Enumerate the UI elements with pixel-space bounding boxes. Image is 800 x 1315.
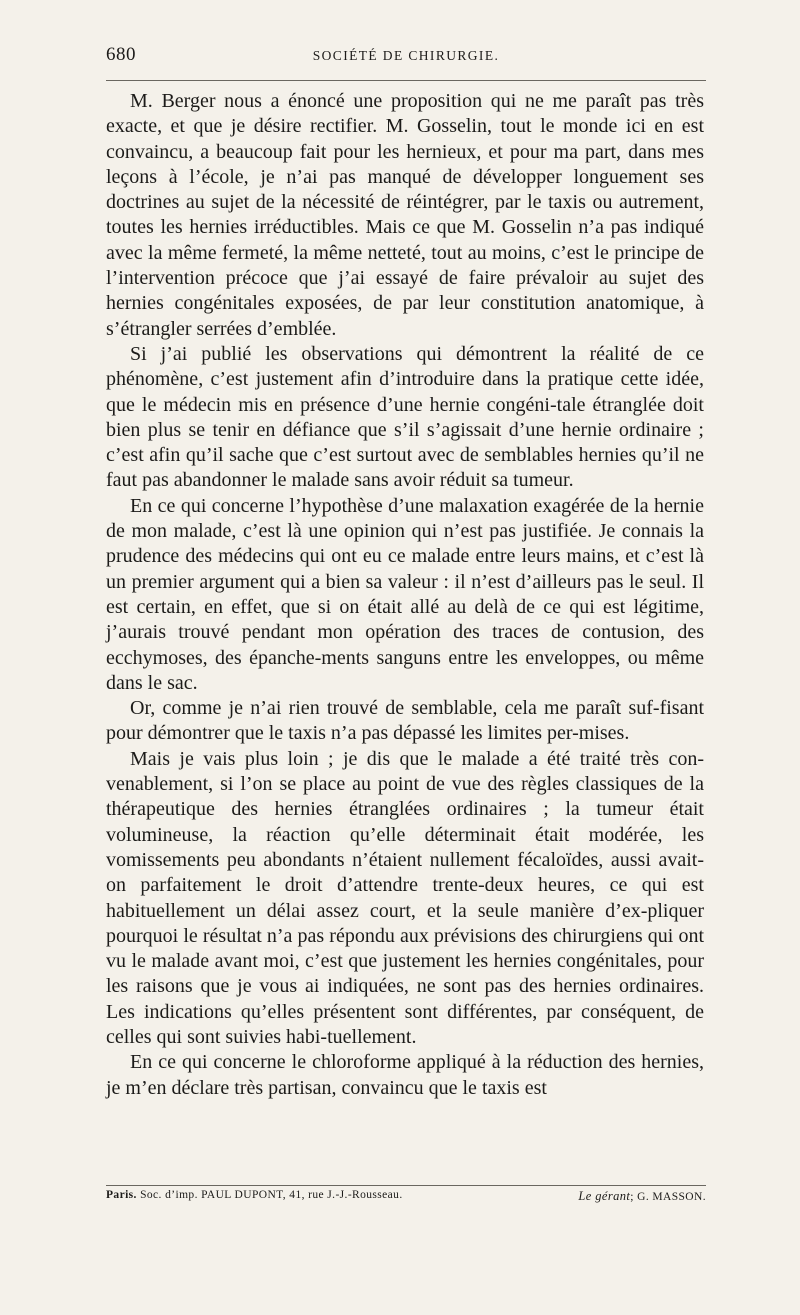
body-text [106, 89, 704, 1101]
running-title: SOCIÉTÉ DE CHIRURGIE. [312, 48, 500, 63]
manager-name: ; G. MASSON. [630, 1191, 706, 1203]
imprint-city: Paris. [106, 1189, 137, 1201]
paragraph: Mais je vais plus loin ; je dis que le malade a été traité très con-venablement, si l’on se place au point de vue des règles classiques de la thérapeutique des hernies étranglées ordinaires ; la tumeur était volumineuse, la réaction qu’elle déterminait était modérée, les vomissements peu abondants n’étaient nullement fécaloïdes, aussi avait-on parfaitement le droit d’attendre trente-deux heures, ce qui est habituellement un délai assez court, et la seule manière d’ex-pliquer pourquoi le résultat n’a pas répondu aux prévisions des chirurgiens qui ont vu le malade avant moi, c’est que justement les hernies congénitales, pour les raisons que je vous ai indiquées, ne sont pas des hernies ordinaires. Les indications qu’elles présentent sont différentes, par conséquent, de celles qui sont suivies habi-tuellement. [106, 747, 704, 1048]
page-footer [106, 1189, 706, 1209]
paragraph: Or, comme je n’ai rien trouvé de semblable, cela me paraît suf-fisant pour démontrer que le taxis n’a pas dépassé les limites per-mises. [106, 697, 704, 745]
imprint-details: Soc. d’imp. PAUL DUPONT, 41, rue J.-J.-Rousseau. [140, 1189, 403, 1201]
header-rule [106, 80, 706, 81]
printer-imprint [106, 1189, 403, 1201]
footer-rule [106, 1185, 706, 1186]
page-header [106, 42, 706, 70]
page-number: 680 [106, 44, 136, 65]
paragraph: M. Berger nous a énoncé une proposition qui ne me paraît pas très exacte, et que je désire rectifier. M. Gosselin, tout le monde ici en est convaincu, a beaucoup fait pour les hernieux, et pour ma part, dans mes leçons à l’école, je n’ai pas manqué de développer longuement ses doctrines au sujet de la nécessité de réintégrer, par le taxis ou autrement, toutes les hernies irréductibles. Mais ce que M. Gosselin n’a pas indiqué avec la même fermeté, la même netteté, tout au moins, c’est le principe de l’intervention précoce que j’ai essayé de faire prévaloir au sujet des hernies congénitales exposées, de par leur constitution anatomique, à s’étrangler serrées d’emblée. [106, 90, 704, 340]
paragraph: En ce qui concerne l’hypothèse d’une malaxation exagérée de la hernie de mon malade, c’est là une opinion qui n’est pas justifiée. Je connais la prudence des médecins qui ont eu ce malade entre leurs mains, et c’est là un premier argument qui a bien sa valeur : il n’est d’ailleurs pas le seul. Il est certain, en effet, que si on était allé au delà de ce qui est légitime, j’aurais trouvé pendant mon opération des traces de contusion, des ecchymoses, des épanche-ments sanguns entre les enveloppes, ou même dans le sac. [106, 494, 704, 694]
paragraph: Si j’ai publié les observations qui démontrent la réalité de ce phénomène, c’est justement afin d’introduire dans la pratique cette idée, que le médecin mis en présence d’une hernie congéni-tale étranglée doit bien plus se tenir en défiance que s’il s’agissait d’une hernie ordinaire ; c’est afin qu’il sache que c’est surtout avec de semblables hernies qu’il ne faut pas abandonner le malade sans avoir réduit sa tumeur. [106, 342, 704, 492]
manager-signature [578, 1189, 706, 1204]
manager-label: Le gérant [578, 1189, 631, 1203]
paragraph: En ce qui concerne le chloroforme appliqué à la réduction des hernies, je m’en déclare très partisan, convaincu que le taxis est [106, 1051, 704, 1099]
